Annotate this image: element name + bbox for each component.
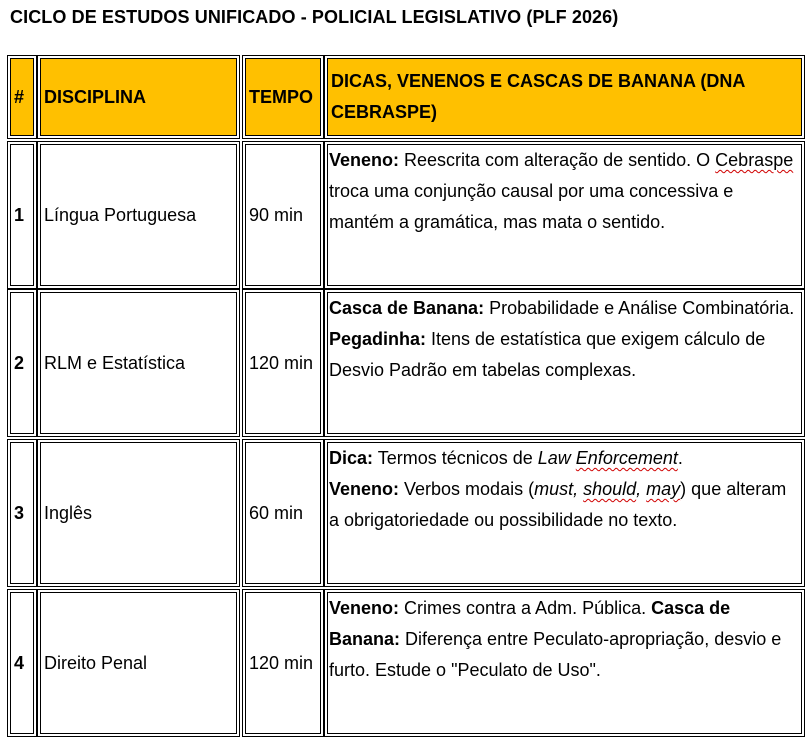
dica-label: Dica: [329,448,374,468]
cebraspe-term: Cebraspe [715,150,794,170]
tips-text: Probabilidade e Análise Combinatória. [484,298,795,318]
tips-paragraph [329,145,799,238]
casca-label: Casca de Banana: [329,598,731,649]
row-discipline: Língua Portuguesa [40,144,237,286]
row-tips [327,442,802,584]
row-time: 120 min [245,292,321,434]
row-number: 3 [10,442,34,584]
veneno-label: Veneno: [329,598,400,618]
row-discipline: Direito Penal [40,592,237,734]
tips-text: Verbos modais ( [399,479,535,499]
modal-should: should [583,479,637,499]
tips-paragraph [329,474,799,536]
header-discipline: DISCIPLINA [40,58,237,136]
row-time: 60 min [245,442,321,584]
header-tips-label: DICAS, VENENOS E CASCAS DE BANANA (DNA CEBRASPE) [331,71,745,122]
tips-paragraph [329,293,799,386]
tips-text: , [636,479,647,499]
modal-must: must, [534,479,584,499]
veneno-label: Veneno: [329,150,400,170]
tips-text: Termos técnicos de [373,448,538,468]
row-number: 1 [10,144,34,286]
pegadinha-label: Pegadinha: [329,329,427,349]
header-time: TEMPO [245,58,321,136]
header-tips [327,58,802,136]
enforcement-term: Enforcement [575,448,678,468]
tips-text: . [677,448,683,468]
header-number: # [10,58,34,136]
row-number: 2 [10,292,34,434]
tips-text: Reescrita com alteração de sentido. O [399,150,716,170]
veneno-label: Veneno: [329,479,400,499]
tips-text: troca uma conjunção causal por uma concessiva e mantém a gramática, mas mata o sentido. [329,181,734,232]
modal-may: may [646,479,681,499]
tips-paragraph [329,443,799,474]
row-number: 4 [10,592,34,734]
tips-text: Itens de estatística que exigem cálculo de Desvio Padrão em tabelas complexas. [329,329,766,380]
row-tips [327,144,802,286]
tips-text: Crimes contra a Adm. Pública. [399,598,652,618]
row-time: 90 min [245,144,321,286]
row-discipline: Inglês [40,442,237,584]
row-tips [327,592,802,734]
tips-paragraph [329,593,799,686]
row-tips [327,292,802,434]
casca-label: Casca de Banana: [329,298,485,318]
document-title: CICLO DE ESTUDOS UNIFICADO - POLICIAL LEGISLATIVO (PLF 2026) [10,7,619,27]
row-discipline: RLM e Estatística [40,292,237,434]
law-term: Law [537,448,576,468]
tips-text: ) que alteram a obrigatoriedade ou possibilidade no texto. [329,479,787,530]
row-time: 120 min [245,592,321,734]
tips-text: Diferença entre Peculato-apropriação, desvio e furto. Estude o "Peculato de Uso". [329,629,782,680]
